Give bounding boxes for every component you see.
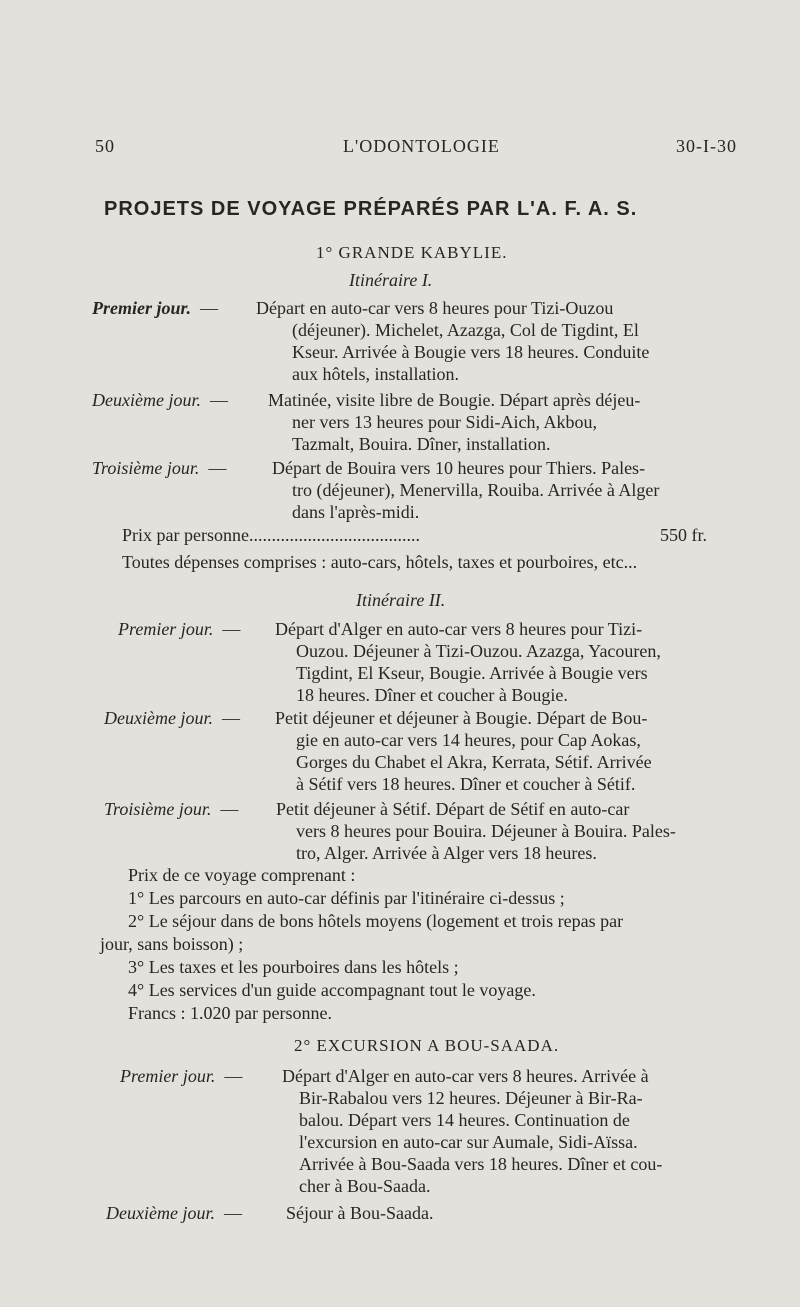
day-label: Premier jour. —: [120, 1066, 243, 1086]
running-head: L'ODONTOLOGIE: [343, 136, 500, 156]
day-label: Premier jour. —: [92, 298, 219, 318]
book-page: 50 L'ODONTOLOGIE 30-I-30 PROJETS DE VOYAGE PRÉPARÉS PAR L'A. F. A. S. 1° GRANDE KABYLIE. Itinéraire I. Premier jour. — Départ en auto-car vers 8 heures pour Tizi-Ouzou (déjeuner). Michelet, Azazga, Col de Tigdint, El Kseur. Arrivée à Bougie vers 18 heures. Conduite aux hôtels, installation. Deuxième jour. — Matinée, visite libre de Bougie. Départ après déjeu- ner vers 13 heures pour Sidi-Aich, Akbou, Tazmalt, Bouira. Dîner, installation. Troisième jour. — Départ de Bouira vers 10 heures pour Thiers. Pales- tro (déjeuner), Menervilla, Rouiba. Arrivée à Alger dans l'après-midi. Prix par personne...................................... 550 fr. Toutes dépenses comprises : auto-cars, hôtels, taxes et pourboires, etc... Itinéraire II. Premier jour. — Départ d'Alger en auto-car vers 8 heures pour Tizi- Ouzou. Déjeuner à Tizi-Ouzou. Azazga, Yacouren, Tigdint, El Kseur, Bougie. Arrivée à Bougie vers 18 heures. Dîner et coucher à Bougie. Deuxième jour. — Petit déjeuner et déjeuner à Bougie. Départ de Bou- gie en auto-car vers 14 heures, pour Cap Aokas, Gorges du Chabet el Akra, Kerrata, Sétif. Arrivée à Sétif vers 18 heures. Dîner et coucher à Sétif. Troisième jour. — Petit déjeuner à Sétif. Départ de Sétif en auto-car vers 8 heures pour Bouira. Déjeuner à Bouira. Pales- tro, Alger. Arrivée à Alger vers 18 heures. Prix de ce voyage comprenant : 1° Les parcours en auto-car définis par l'itinéraire ci-dessus ; 2° Le séjour dans de bons hôtels moyens (logement et trois repas par jour, sans boisson) ; 3° Les taxes et les pourboires dans les hôtels ; 4° Les services d'un guide accompagnant tout le voyage. Francs : 1.020 par personne. 2° EXCURSION A BOU-SAADA. Premier jour. — Départ d'Alger en auto-car vers 8 heures. Arrivée à Bir-Rabalou vers 12 heures. Déjeuner à Bir-Ra- balou. Départ vers 14 heures. Continuation de l'excursion en auto-car sur Aumale, Sidi-Aïssa. Arrivée à Bou-Saada vers 18 heures. Dîner et cou- cher à Bou-Saada. Deuxième jour. — Séjour à Bou-Saada.: [92, 136, 737, 1223]
day-label: Deuxième jour. —: [104, 708, 240, 728]
section-heading-kabylie: 1° GRANDE KABYLIE.: [316, 243, 508, 262]
price-includes-list: Prix de ce voyage comprenant : 1° Les parcours en auto-car définis par l'itinéraire ci-dessus ; 2° Le séjour dans de bons hôtels moyens (logement et trois repas par jour, sans boisson) ; 3° Les taxes et les pourboires dans les hôtels ; 4° Les services d'un guide accompagnant tout le voyage. Francs : 1.020 par personne.: [100, 865, 624, 1023]
itinerary-2-title: Itinéraire II.: [356, 590, 446, 610]
day-label: Troisième jour. —: [92, 458, 227, 478]
day-label: Deuxième jour. —: [92, 390, 228, 410]
page-number: 50: [95, 136, 115, 156]
page-title: PROJETS DE VOYAGE PRÉPARÉS PAR L'A. F. A. S.: [104, 198, 638, 220]
price-line: Prix par personne......................................: [122, 525, 420, 545]
itinerary-1-title: Itinéraire I.: [349, 270, 433, 290]
section-heading-bou-saada: 2° EXCURSION A BOU-SAADA.: [294, 1036, 560, 1055]
price-note: Toutes dépenses comprises : auto-cars, hôtels, taxes et pourboires, etc...: [122, 552, 638, 572]
day-label: Troisième jour. —: [104, 799, 239, 819]
issue-date: 30-I-30: [676, 136, 737, 156]
price-value: 550 fr.: [660, 525, 707, 545]
day-label: Premier jour. —: [118, 619, 241, 639]
day-label: Deuxième jour. —: [106, 1203, 242, 1223]
